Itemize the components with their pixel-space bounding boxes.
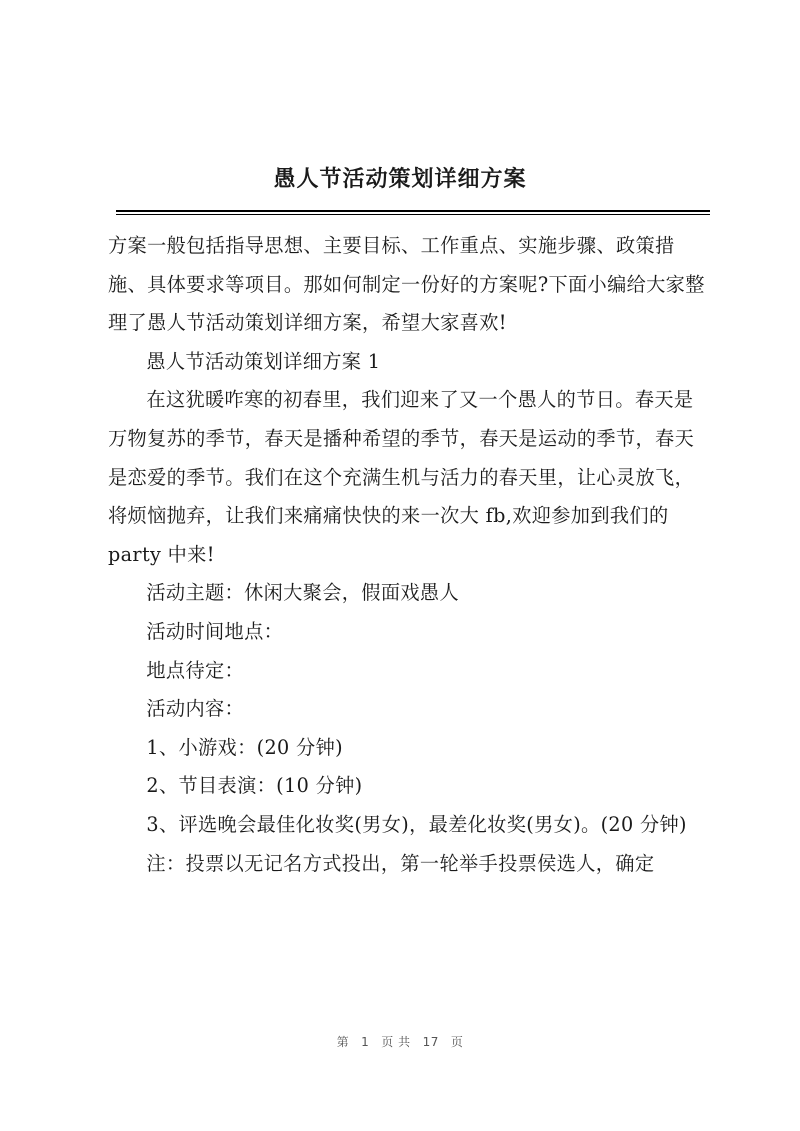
footer-current-page: 1	[361, 1035, 370, 1049]
section-heading: 愚人节活动策划详细方案 1	[146, 349, 381, 373]
list-item: 3、评选晚会最佳化妆奖(男女)，最差化妆奖(男女)。(20 分钟)	[146, 812, 687, 836]
footer-label-suffix: 页	[450, 1035, 464, 1049]
footer-total-pages: 17	[422, 1035, 439, 1049]
activity-time-location: 活动时间地点：	[146, 619, 284, 643]
page-title: 愚人节活动策划详细方案	[273, 166, 527, 192]
footer-label-total: 页 共	[381, 1035, 411, 1049]
note-paragraph: 注：投票以无记名方式投出，第一轮举手投票侯选人，确定	[146, 851, 655, 875]
list-item: 2、节目表演：(10 分钟)	[146, 774, 363, 798]
intro-paragraph: 方案一般包括指导思想、主要目标、工作重点、实施步骤、政策措施、具体要求等项目。那如何制定一份好的方案呢?下面小编给大家整理了愚人节活动策划详细方案，希望大家喜欢!	[108, 234, 705, 335]
document-body	[108, 227, 712, 883]
footer-label-page: 第	[336, 1035, 350, 1049]
title-rule-thick	[116, 210, 710, 212]
activity-theme: 活动主题：休闲大聚会，假面戏愚人	[146, 581, 459, 605]
body-paragraph: 在这犹暖咋寒的初春里，我们迎来了又一个愚人的节日。春天是万物复苏的季节，春天是播种希望的季节，春天是运动的季节，春天是恋爱的季节。我们在这个充满生机与活力的春天里，让心灵放飞，将烦恼抛弃，让我们来痛痛快快的来一次大 fb,欢迎参加到我们的party 中来!	[108, 388, 695, 566]
list-item: 1、小游戏：(20 分钟)	[146, 735, 343, 759]
page-footer	[0, 1033, 800, 1050]
title-rule-thin	[116, 214, 710, 215]
location-tbd: 地点待定：	[146, 658, 245, 682]
activity-content: 活动内容：	[146, 697, 245, 721]
